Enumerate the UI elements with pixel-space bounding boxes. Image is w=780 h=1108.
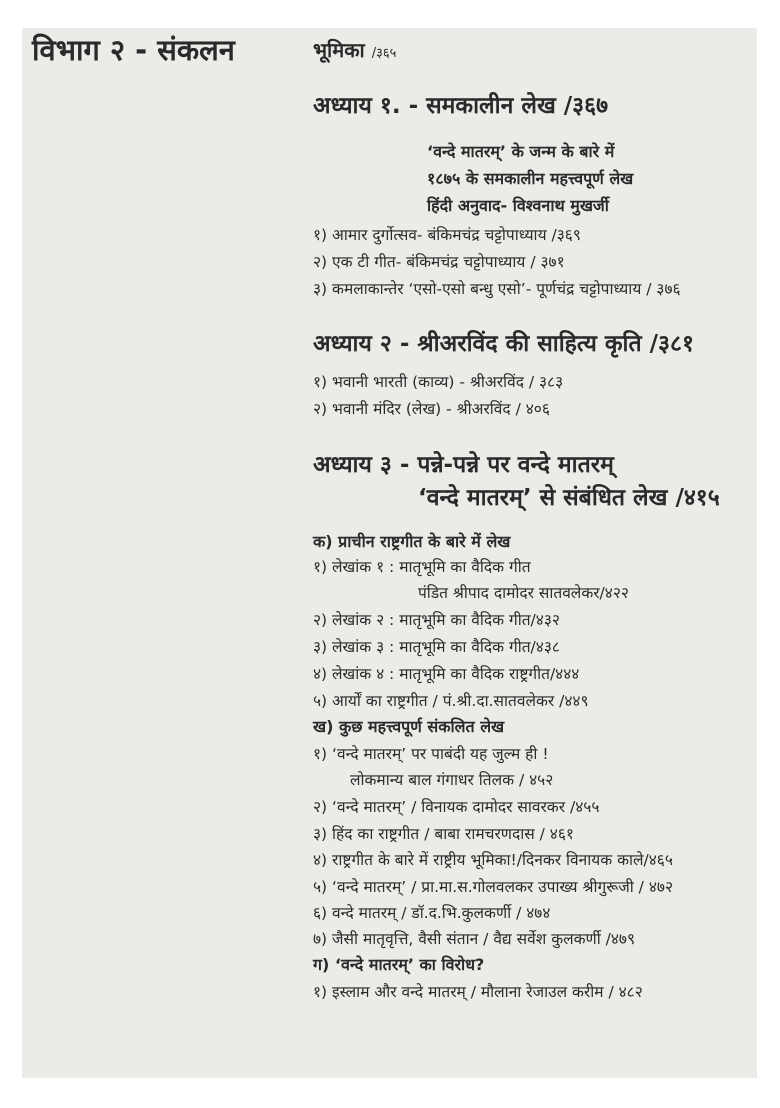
bhumika-label: भूमिका	[313, 38, 365, 62]
toc-item-author: पंडित श्रीपाद दामोदर सातवलेकर/४२२	[418, 584, 629, 602]
chapter3-title-line2: ‘वन्दे मातरम्’ से संबंधित लेख /४१५	[418, 485, 720, 511]
toc-item: २) ‘वन्दे मातरम्’ / विनायक दामोदर सावरकर /४५५	[313, 798, 600, 816]
chapter1-subtitle: ‘वन्दे मातरम्’ के जन्म के बारे में	[427, 142, 615, 161]
section-title: विभाग २ - संकलन	[32, 33, 235, 67]
group-a-title: क) प्राचीन राष्ट्रगीत के बारे में लेख	[313, 532, 511, 551]
toc-item: ३) लेखांक ३ : मातृभूमि का वैदिक गीत/४३८	[313, 638, 560, 656]
toc-item: ४) लेखांक ४ : मातृभूमि का वैदिक राष्ट्रगीत/४४४	[313, 665, 580, 683]
chapter1-subtitle: १८७५ के समकालीन महत्त्वपूर्ण लेख	[427, 169, 634, 188]
chapter3-title-line1: अध्याय ३ - पन्ने-पन्ने पर वन्दे मातरम्	[313, 452, 614, 478]
toc-item: २) लेखांक २ : मातृभूमि का वैदिक गीत/४३२	[313, 611, 560, 629]
toc-item: ४) राष्ट्रगीत के बारे में राष्ट्रीय भूमिका!/दिनकर विनायक काले/४६५	[313, 851, 673, 869]
bhumika-entry	[313, 36, 396, 63]
toc-item: ५) ‘वन्दे मातरम्’ / प्रा.मा.स.गोलवलकर उपाख्य श्रीगुरूजी / ४७२	[313, 878, 674, 896]
bhumika-page: /३६५	[371, 46, 397, 61]
toc-item: १) ‘वन्दे मातरम्’ पर पाबंदी यह जुल्म ही !	[313, 745, 549, 763]
toc-item: २) भवानी मंदिर (लेख) - श्रीअरविंद / ४०६	[313, 400, 550, 418]
toc-item: १) भवानी भारती (काव्य) - श्रीअरविंद / ३८३	[313, 373, 564, 391]
toc-item: ५) आर्यों का राष्ट्रगीत / पं.श्री.दा.सातवलेकर /४४९	[313, 692, 589, 710]
chapter2-title: अध्याय २ - श्रीअरविंद की साहित्य कृति /३८१	[313, 331, 694, 357]
toc-item: १) आमार दुर्गोत्सव- बंकिमचंद्र चट्टोपाध्याय /३६९	[313, 226, 581, 244]
chapter1-title: अध्याय १. - समकालीन लेख /३६७	[313, 93, 609, 119]
toc-item: २) एक टी गीत- बंकिमचंद्र चट्टोपाध्याय / ३७१	[313, 253, 565, 271]
toc-item: ७) जैसी मातृवृत्ति, वैसी संतान / वैद्य सर्वेश कुलकर्णी /४७९	[313, 930, 636, 948]
group-c-title: ग) ‘वन्दे मातरम्’ का विरोध?	[313, 955, 485, 974]
toc-item: ३) कमलाकान्तेर ‘एसो-एसो बन्धु एसो’- पूर्णचंद्र चट्टोपाध्याय / ३७६	[313, 280, 681, 298]
chapter1-subtitle: हिंदी अनुवाद- विश्वनाथ मुखर्जी	[427, 196, 609, 215]
toc-item: ६) वन्दे मातरम् / डॉ.द.भि.कुलकर्णी / ४७४	[313, 904, 551, 922]
toc-item: १) लेखांक १ : मातृभूमि का वैदिक गीत	[313, 558, 531, 576]
toc-item-author: लोकमान्य बाल गंगाधर तिलक / ४५२	[350, 771, 554, 789]
toc-item: ३) हिंद का राष्ट्रगीत / बाबा रामचरणदास / ४६१	[313, 825, 574, 843]
group-b-title: ख) कुछ महत्त्वपूर्ण संकलित लेख	[313, 717, 505, 736]
toc-item: १) इस्लाम और वन्दे मातरम् / मौलाना रेजाउल करीम / ४८२	[313, 983, 643, 1001]
